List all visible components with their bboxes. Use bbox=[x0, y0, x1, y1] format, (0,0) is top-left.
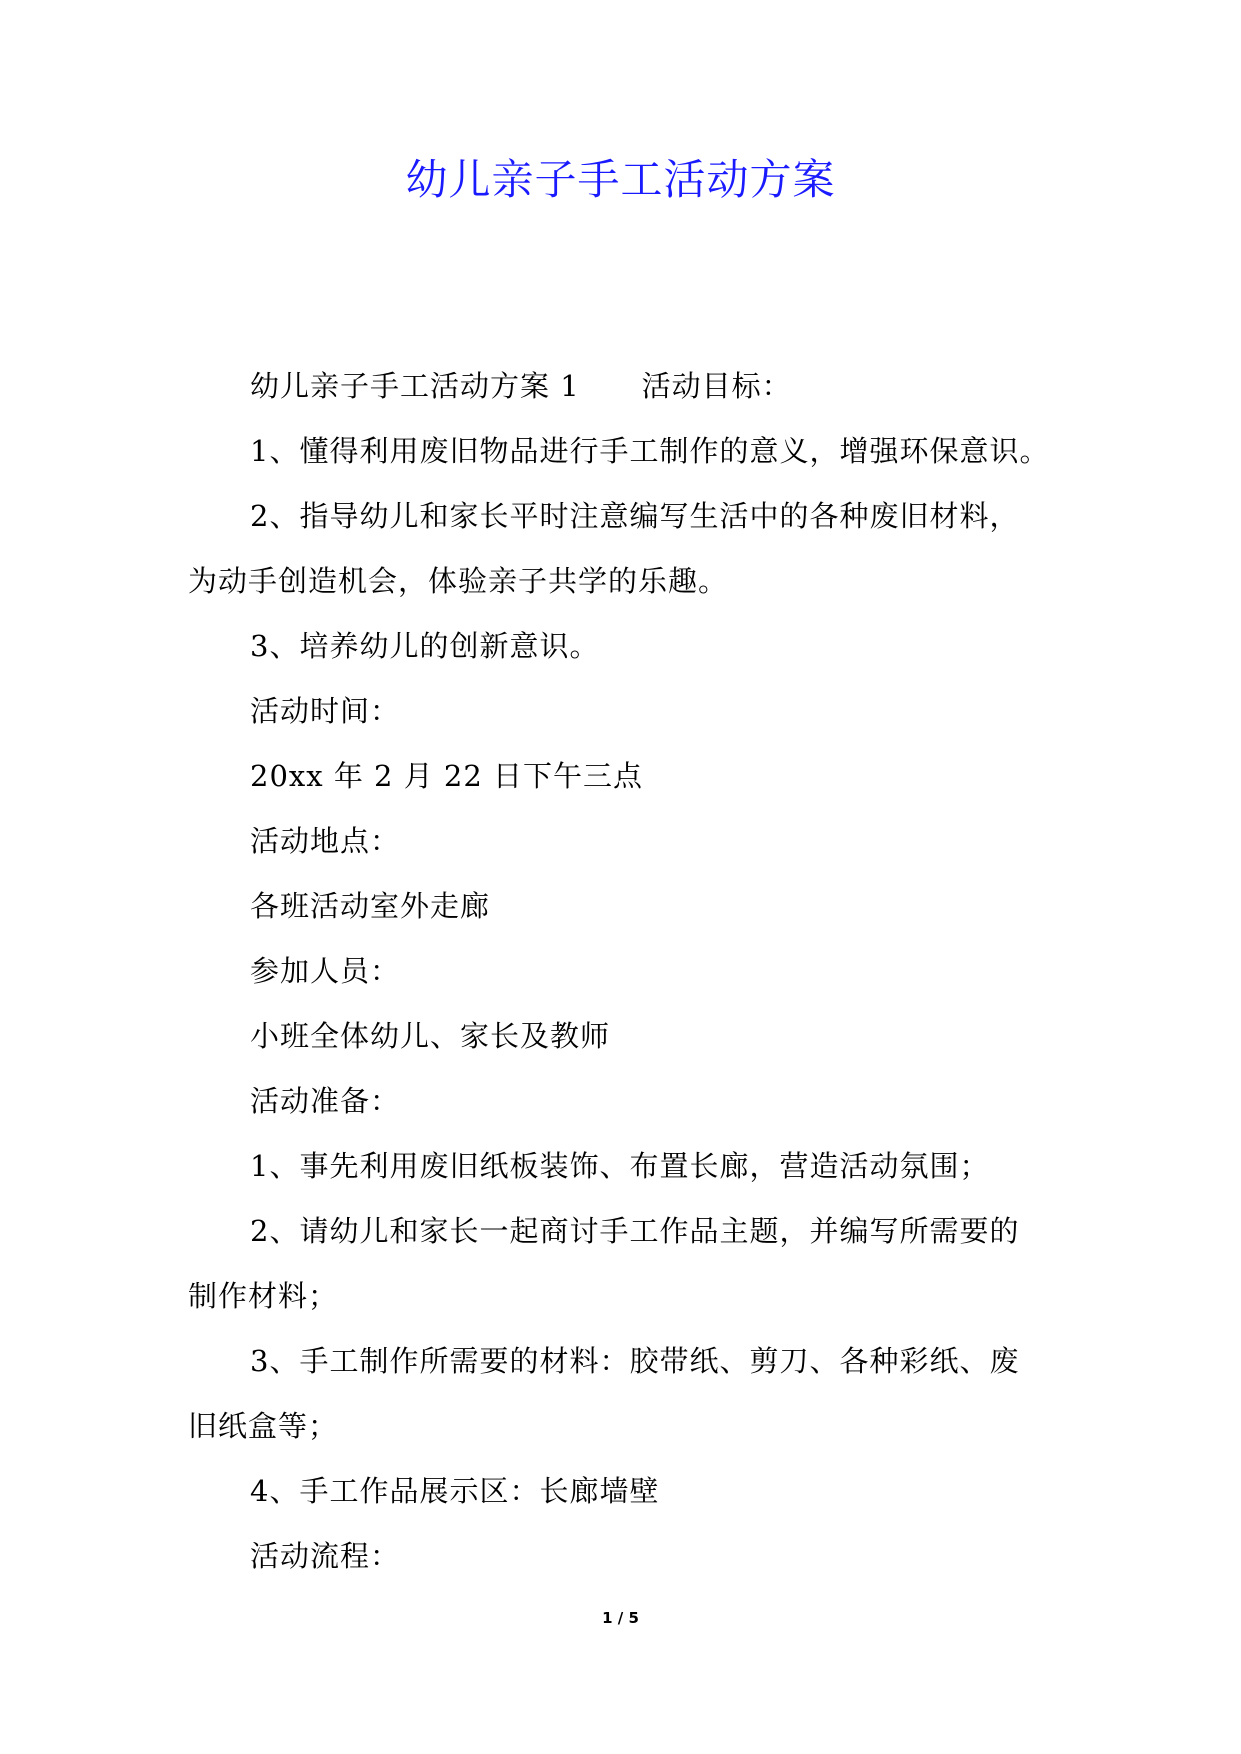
paragraph-line: 2、请幼儿和家长一起商讨手工作品主题，并编写所需要的 bbox=[250, 1214, 1020, 1248]
paragraph-line: 1、事先利用废旧纸板装饰、布置长廊，营造活动氛围； bbox=[250, 1149, 990, 1183]
paragraph-line: 制作材料； bbox=[188, 1279, 339, 1313]
document-title: 幼儿亲子手工活动方案 bbox=[405, 155, 836, 204]
paragraph-line: 活动流程： bbox=[250, 1539, 401, 1573]
paragraph-line: 为动手创造机会，体验亲子共学的乐趣。 bbox=[188, 564, 729, 598]
paragraph-line: 4、手工作品展示区：长廊墙壁 bbox=[250, 1474, 660, 1508]
section-heading bbox=[188, 354, 1068, 419]
paragraph-line: 2、指导幼儿和家长平时注意编写生活中的各种废旧材料， bbox=[250, 499, 1020, 533]
paragraph-line: 活动时间： bbox=[250, 694, 401, 728]
paragraph-line: 3、培养幼儿的创新意识。 bbox=[250, 629, 600, 663]
paragraph-line: 小班全体幼儿、家长及教师 bbox=[250, 1019, 611, 1053]
document-body bbox=[188, 354, 1068, 1589]
plan-heading: 幼儿亲子手工活动方案 1 bbox=[250, 369, 580, 403]
paragraph-line: 20xx 年 2 月 22 日下午三点 bbox=[250, 759, 644, 793]
paragraph-line: 3、手工制作所需要的材料：胶带纸、剪刀、各种彩纸、废 bbox=[250, 1344, 1020, 1378]
paragraph-line: 各班活动室外走廊 bbox=[250, 889, 491, 923]
paragraph-line: 1、懂得利用废旧物品进行手工制作的意义，增强环保意识。 bbox=[250, 434, 1050, 468]
paragraph-line: 活动地点： bbox=[250, 824, 401, 858]
paragraph-line: 活动准备： bbox=[250, 1084, 401, 1118]
page-number: 1 / 5 bbox=[602, 1609, 639, 1627]
paragraph-line: 参加人员： bbox=[250, 954, 401, 988]
goals-heading: 活动目标： bbox=[641, 369, 792, 403]
paragraph-line: 旧纸盒等； bbox=[188, 1409, 339, 1443]
